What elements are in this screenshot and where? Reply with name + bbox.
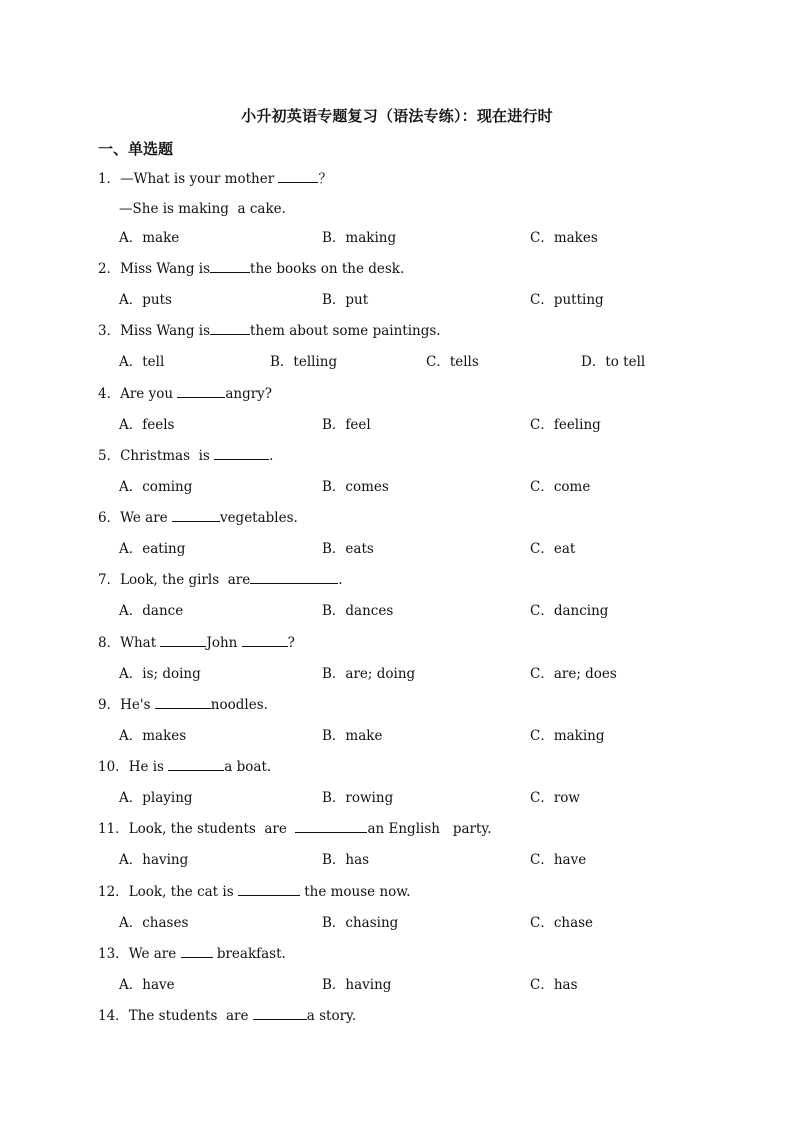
question-text: Look, the students are bbox=[128, 821, 296, 837]
question-number: 9． bbox=[98, 697, 121, 713]
option-b[interactable]: B．rowing bbox=[322, 790, 394, 806]
section-heading: 一、单选题 bbox=[98, 140, 174, 158]
option-a[interactable]: A．is; doing bbox=[119, 666, 201, 682]
question-8 bbox=[98, 634, 295, 652]
option-a[interactable]: A．feels bbox=[119, 417, 175, 433]
question-number: 7． bbox=[98, 572, 121, 588]
question-6 bbox=[98, 509, 298, 527]
question-5 bbox=[98, 447, 273, 465]
option-a[interactable]: A．having bbox=[119, 852, 189, 868]
page-title: 小升初英语专题复习（语法专练）：现在进行时 bbox=[241, 107, 553, 125]
answer-blank bbox=[172, 509, 220, 522]
option-c[interactable]: C．feeling bbox=[530, 417, 601, 433]
option-b[interactable]: B．telling bbox=[270, 354, 338, 370]
question-text: them about some paintings. bbox=[250, 323, 441, 339]
option-a[interactable]: A．playing bbox=[119, 790, 193, 806]
answer-blank bbox=[214, 447, 269, 460]
question-text: vegetables. bbox=[219, 510, 298, 526]
question-text: the mouse now. bbox=[299, 884, 411, 900]
option-b[interactable]: B．has bbox=[322, 852, 370, 868]
question-text: noodles. bbox=[210, 697, 268, 713]
option-a[interactable]: A．chases bbox=[119, 915, 189, 931]
answer-blank bbox=[168, 758, 224, 771]
option-c[interactable]: C．come bbox=[530, 479, 591, 495]
question-text: We are bbox=[120, 510, 172, 526]
question-number: 14． bbox=[98, 1008, 129, 1024]
question-text: What bbox=[120, 635, 161, 651]
question-text: Look, the girls are bbox=[120, 572, 251, 588]
option-a[interactable]: A．tell bbox=[119, 354, 165, 370]
question-1 bbox=[98, 170, 332, 188]
option-a[interactable]: A．make bbox=[119, 230, 180, 246]
answer-blank bbox=[242, 634, 288, 647]
question-12 bbox=[98, 883, 411, 901]
option-a[interactable]: A．coming bbox=[119, 479, 193, 495]
question-text: angry? bbox=[225, 386, 273, 402]
question-text: Christmas is bbox=[120, 448, 215, 464]
question-4 bbox=[98, 385, 272, 403]
question-text: breakfast. bbox=[212, 946, 286, 962]
question-2 bbox=[98, 260, 404, 278]
answer-blank bbox=[278, 170, 318, 183]
option-b[interactable]: B．put bbox=[322, 292, 369, 308]
question-text: ？ bbox=[318, 171, 332, 187]
option-c[interactable]: C．have bbox=[530, 852, 587, 868]
question-number: 12． bbox=[98, 884, 129, 900]
question-13 bbox=[98, 945, 286, 963]
option-b[interactable]: B．make bbox=[322, 728, 383, 744]
question-9 bbox=[98, 696, 268, 714]
question-11 bbox=[98, 820, 492, 838]
answer-blank bbox=[250, 571, 338, 584]
question-10 bbox=[98, 758, 271, 776]
answer-blank bbox=[181, 945, 213, 958]
answer-blank bbox=[210, 260, 250, 273]
answer-blank bbox=[253, 1007, 307, 1020]
question-1-line-2: —She is making a cake. bbox=[119, 201, 286, 217]
option-b[interactable]: B．are; doing bbox=[322, 666, 416, 682]
question-number: 6． bbox=[98, 510, 121, 526]
answer-blank bbox=[155, 696, 211, 709]
option-c[interactable]: C．dancing bbox=[530, 603, 609, 619]
question-number: 3． bbox=[98, 323, 121, 339]
question-text: The students are bbox=[128, 1008, 253, 1024]
question-number: 5． bbox=[98, 448, 121, 464]
option-c[interactable]: C．makes bbox=[530, 230, 598, 246]
question-text: Look, the cat is bbox=[128, 884, 238, 900]
question-text: . bbox=[269, 448, 274, 464]
question-number: 8． bbox=[98, 635, 121, 651]
question-number: 10． bbox=[98, 759, 129, 775]
option-c[interactable]: C．has bbox=[530, 977, 578, 993]
option-a[interactable]: A．makes bbox=[119, 728, 187, 744]
question-text: a story. bbox=[306, 1008, 357, 1024]
question-text: —What is your mother bbox=[120, 171, 279, 187]
option-b[interactable]: B．chasing bbox=[322, 915, 399, 931]
question-text: . bbox=[338, 572, 343, 588]
question-number: 1． bbox=[98, 171, 121, 187]
question-number: 13． bbox=[98, 946, 129, 962]
option-c[interactable]: C．tells bbox=[426, 354, 479, 370]
answer-blank bbox=[238, 883, 300, 896]
question-text: Miss Wang is bbox=[120, 261, 211, 277]
question-14 bbox=[98, 1007, 356, 1025]
answer-blank bbox=[160, 634, 206, 647]
option-b[interactable]: B．eats bbox=[322, 541, 374, 557]
question-text: a boat. bbox=[224, 759, 272, 775]
question-text: Miss Wang is bbox=[120, 323, 211, 339]
question-text: the books on the desk. bbox=[250, 261, 405, 277]
option-a[interactable]: A．puts bbox=[119, 292, 172, 308]
option-c[interactable]: C．row bbox=[530, 790, 580, 806]
option-b[interactable]: B．having bbox=[322, 977, 392, 993]
option-d[interactable]: D．to tell bbox=[581, 354, 646, 370]
question-text: We are bbox=[128, 946, 181, 962]
question-text: He is bbox=[128, 759, 169, 775]
question-text: Are you bbox=[120, 386, 178, 402]
question-text: He's bbox=[120, 697, 155, 713]
question-number: 2． bbox=[98, 261, 121, 277]
option-c[interactable]: C．putting bbox=[530, 292, 604, 308]
option-c[interactable]: C．making bbox=[530, 728, 605, 744]
option-b[interactable]: B．feel bbox=[322, 417, 371, 433]
question-number: 11． bbox=[98, 821, 129, 837]
answer-blank bbox=[177, 385, 225, 398]
answer-blank bbox=[210, 322, 250, 335]
option-c[interactable]: C．chase bbox=[530, 915, 594, 931]
question-number: 4． bbox=[98, 386, 121, 402]
option-b[interactable]: B．dances bbox=[322, 603, 394, 619]
answer-blank bbox=[295, 820, 367, 833]
option-a[interactable]: A．have bbox=[119, 977, 175, 993]
question-text: John bbox=[206, 635, 242, 651]
question-text: an English party. bbox=[367, 821, 492, 837]
option-a[interactable]: A．dance bbox=[119, 603, 184, 619]
option-b[interactable]: B．making bbox=[322, 230, 397, 246]
option-a[interactable]: A．eating bbox=[119, 541, 186, 557]
question-text: ? bbox=[287, 635, 295, 651]
option-b[interactable]: B．comes bbox=[322, 479, 389, 495]
question-3 bbox=[98, 322, 441, 340]
option-c[interactable]: C．eat bbox=[530, 541, 576, 557]
question-7 bbox=[98, 571, 343, 589]
option-c[interactable]: C．are; does bbox=[530, 666, 617, 682]
